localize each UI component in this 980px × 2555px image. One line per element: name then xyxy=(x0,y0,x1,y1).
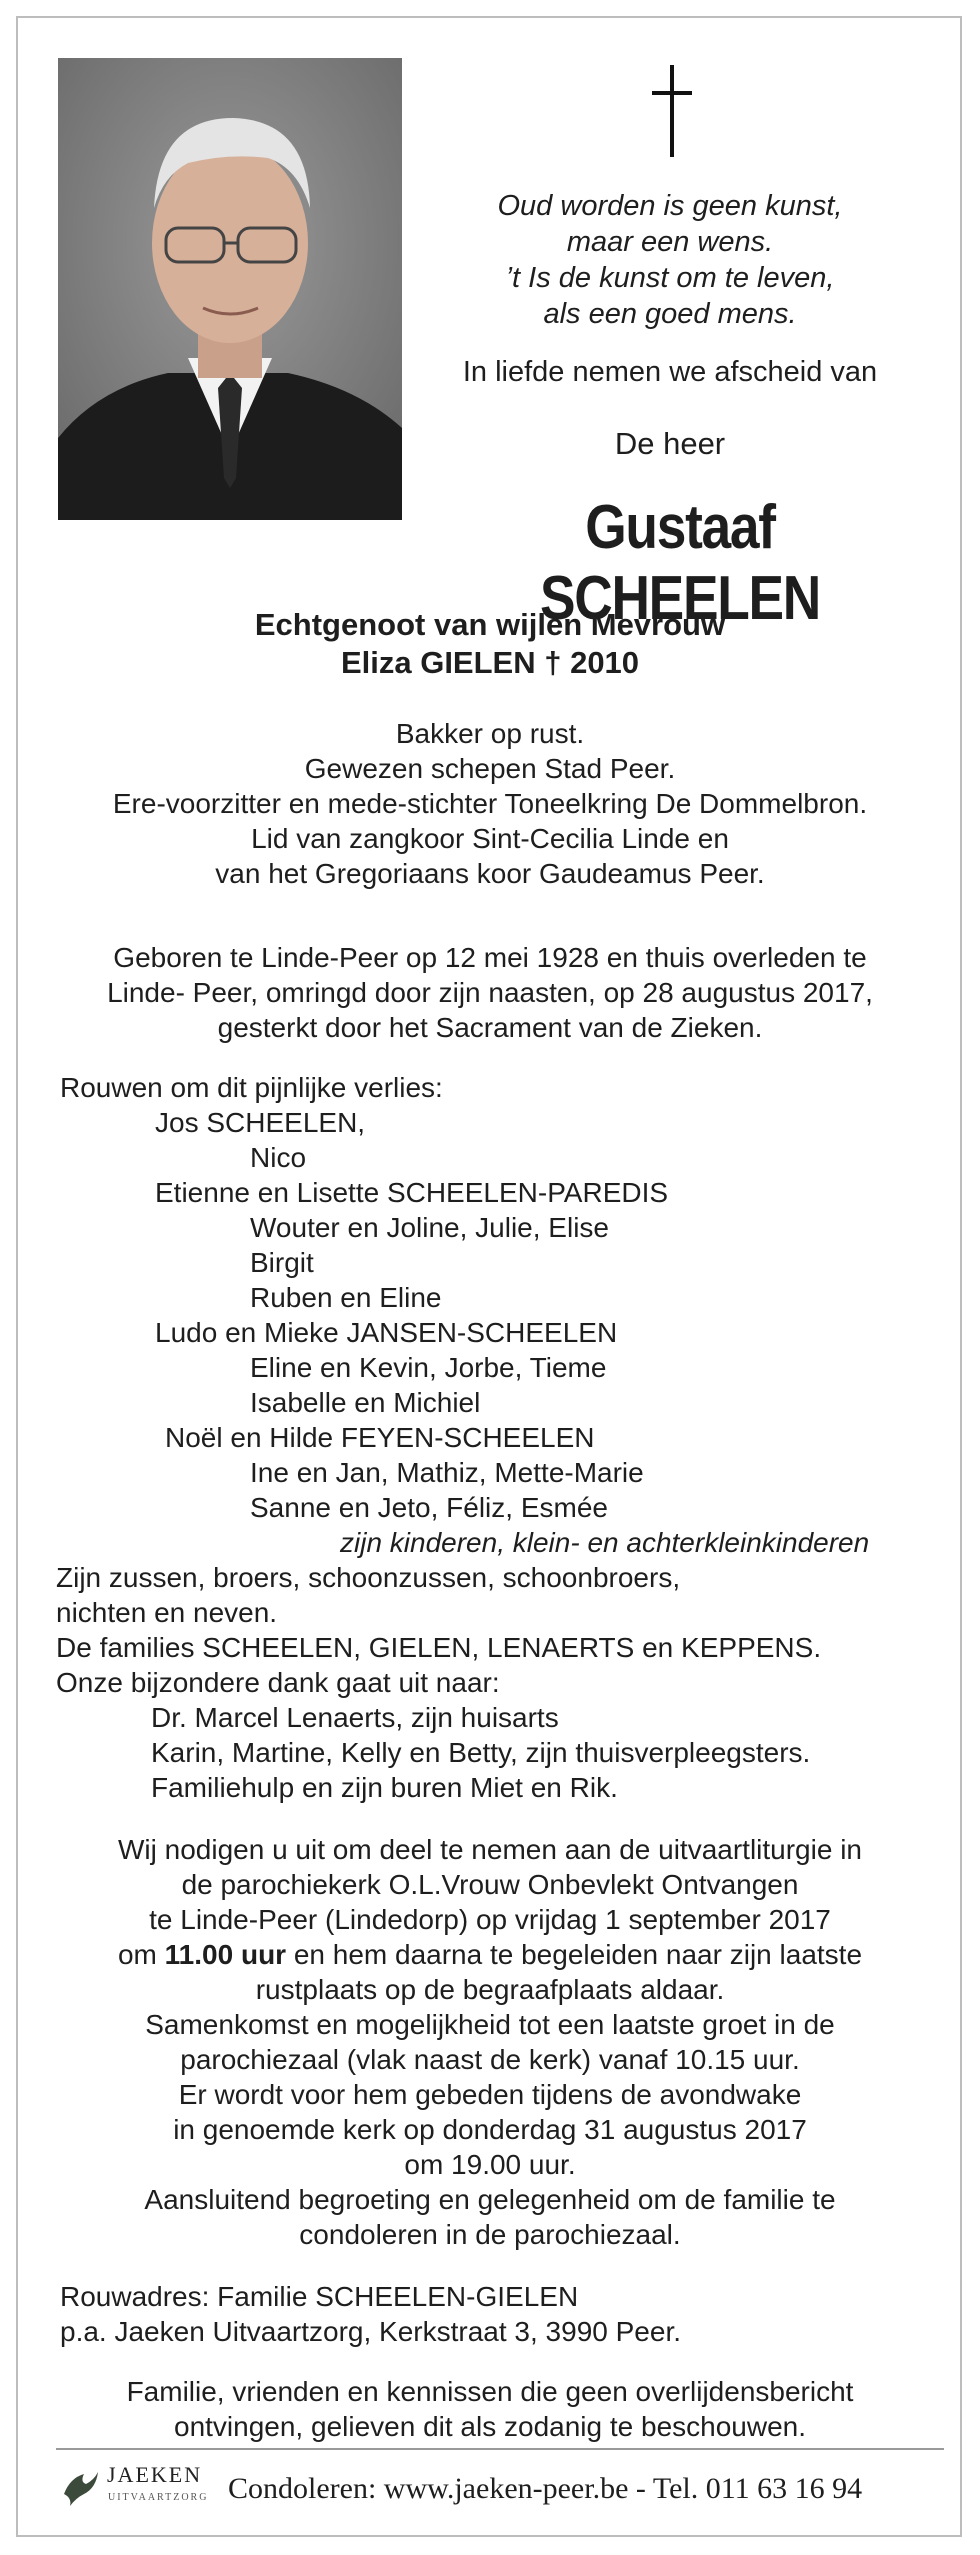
relatives-block xyxy=(56,1560,936,1805)
funeral-text: om xyxy=(117,1939,165,1970)
mourning-address xyxy=(60,2279,940,2349)
funeral-line: Er wordt voor hem gebeden tijdens de avondwake xyxy=(178,2079,802,2110)
mourner-line: Etienne en Lisette SCHEELEN-PAREDIS xyxy=(155,1177,669,1208)
logo-name: JAEKEN xyxy=(107,2462,203,2487)
funeral-block xyxy=(40,1832,940,2252)
funeral-line: de parochiekerk O.L.Vrouw Onbevlekt Ontvangen xyxy=(181,1869,799,1900)
honorific: De heer xyxy=(614,426,726,461)
address-line: Rouwadres: Familie SCHEELEN-GIELEN xyxy=(60,2281,579,2312)
role-line: Bakker op rust. xyxy=(395,718,585,749)
farewell-text: In liefde nemen we afscheid van xyxy=(462,356,878,388)
deceased-name: Gustaaf SCHEELEN xyxy=(539,493,821,633)
condolence-contact: Condoleren: www.jaeken-peer.be - Tel. 011 63 16 94 xyxy=(228,2472,863,2505)
role-line: Lid van zangkoor Sint-Cecilia Linde en xyxy=(251,823,729,854)
funeral-line: condoleren in de parochiezaal. xyxy=(299,2219,681,2250)
thanks-line: Karin, Martine, Kelly en Betty, zijn thuisverpleegsters. xyxy=(151,1737,811,1768)
roles-block xyxy=(40,716,940,891)
poem-line: als een goed mens. xyxy=(543,298,797,330)
role-line: van het Gregoriaans koor Gaudeamus Peer. xyxy=(215,858,765,889)
siblings-line: nichten en neven. xyxy=(56,1597,278,1628)
final-note-line: ontvingen, gelieven dit als zodanig te beschouwen. xyxy=(174,2411,806,2442)
mourner-line: Wouter en Joline, Julie, Elise xyxy=(250,1212,609,1243)
birth-death-line: Linde- Peer, omringd door zijn naasten, op 28 augustus 2017, xyxy=(107,977,873,1008)
mourners-intro: Rouwen om dit pijnlijke verlies: xyxy=(60,1072,443,1103)
role-line: Gewezen schepen Stad Peer. xyxy=(304,753,676,784)
dove-icon xyxy=(60,2464,100,2508)
final-note-line: Familie, vrienden en kennissen die geen overlijdensbericht xyxy=(126,2376,854,2407)
thanks-line: Familiehulp en zijn buren Miet en Rik. xyxy=(151,1772,618,1803)
role-line: Ere-voorzitter en mede-stichter Toneelkring De Dommelbron. xyxy=(112,788,868,819)
spouse-line: Echtgenoot van wijlen Mevrouw xyxy=(254,607,726,642)
mourner-line: Jos SCHEELEN, xyxy=(155,1107,366,1138)
funeral-line: Wij nodigen u uit om deel te nemen aan de uitvaartliturgie in xyxy=(118,1834,862,1865)
poem xyxy=(420,188,920,332)
funeral-line: in genoemde kerk op donderdag 31 augustus 2017 xyxy=(173,2114,807,2145)
mourner-line: Ruben en Eline xyxy=(250,1282,442,1313)
final-note xyxy=(40,2374,940,2444)
mourner-line: Isabelle en Michiel xyxy=(250,1387,481,1418)
mourner-line: Ludo en Mieke JANSEN-SCHEELEN xyxy=(155,1317,618,1348)
portrait-photo xyxy=(58,58,402,520)
funeral-line: om 19.00 uur. xyxy=(404,2149,576,2180)
families-line: De families SCHEELEN, GIELEN, LENAERTS en KEPPENS. xyxy=(56,1632,822,1663)
address-line: p.a. Jaeken Uitvaartzorg, Kerkstraat 3, 3990 Peer. xyxy=(60,2316,682,2347)
funeral-line: rustplaats op de begraafplaats aldaar. xyxy=(255,1974,725,2005)
funeral-line: te Linde-Peer (Lindedorp) op vrijdag 1 september 2017 xyxy=(149,1904,831,1935)
birth-death-block xyxy=(40,940,940,1045)
footer-divider xyxy=(56,2448,944,2450)
mourner-line: zijn kinderen, klein- en achterkleinkinderen xyxy=(340,1527,870,1558)
funeral-time-line xyxy=(40,1937,940,1972)
siblings-line: Zijn zussen, broers, schoonzussen, schoonbroers, xyxy=(56,1562,681,1593)
mourner-line: Noël en Hilde FEYEN-SCHEELEN xyxy=(165,1422,595,1453)
thanks-intro: Onze bijzondere dank gaat uit naar: xyxy=(56,1667,500,1698)
mourner-line: Sanne en Jeto, Féliz, Esmée xyxy=(250,1492,608,1523)
funeral-line: parochiezaal (vlak naast de kerk) vanaf 10.15 uur. xyxy=(180,2044,800,2075)
cross-icon xyxy=(652,65,692,157)
birth-death-line: Geboren te Linde-Peer op 12 mei 1928 en thuis overleden te xyxy=(113,942,867,973)
mourner-line: Nico xyxy=(250,1142,307,1173)
logo-subtitle: UITVAARTZORG xyxy=(108,2492,209,2503)
mourner-line: Eline en Kevin, Jorbe, Tieme xyxy=(250,1352,607,1383)
mourner-line: Ine en Jan, Mathiz, Mette-Marie xyxy=(250,1457,644,1488)
thanks-line: Dr. Marcel Lenaerts, zijn huisarts xyxy=(151,1702,559,1733)
mourners-block xyxy=(60,1070,940,1560)
spouse-line: Eliza GIELEN † 2010 xyxy=(340,645,640,680)
funeral-time: 11.00 uur xyxy=(164,1939,287,1970)
birth-death-line: gesterkt door het Sacrament van de Zieken. xyxy=(217,1012,763,1043)
funeral-line: Samenkomst en mogelijkheid tot een laatste groet in de xyxy=(145,2009,835,2040)
poem-line: maar een wens. xyxy=(566,226,774,258)
funeral-line: Aansluitend begroeting en gelegenheid om de familie te xyxy=(144,2184,836,2215)
mourner-line: Birgit xyxy=(250,1247,314,1278)
poem-line: Oud worden is geen kunst, xyxy=(497,190,843,222)
poem-line: ’t Is de kunst om te leven, xyxy=(505,262,835,294)
spouse-info xyxy=(0,606,980,682)
funeral-text: en hem daarna te begeleiden naar zijn laatste xyxy=(286,1939,863,1970)
jaeken-logo xyxy=(60,2462,225,2512)
